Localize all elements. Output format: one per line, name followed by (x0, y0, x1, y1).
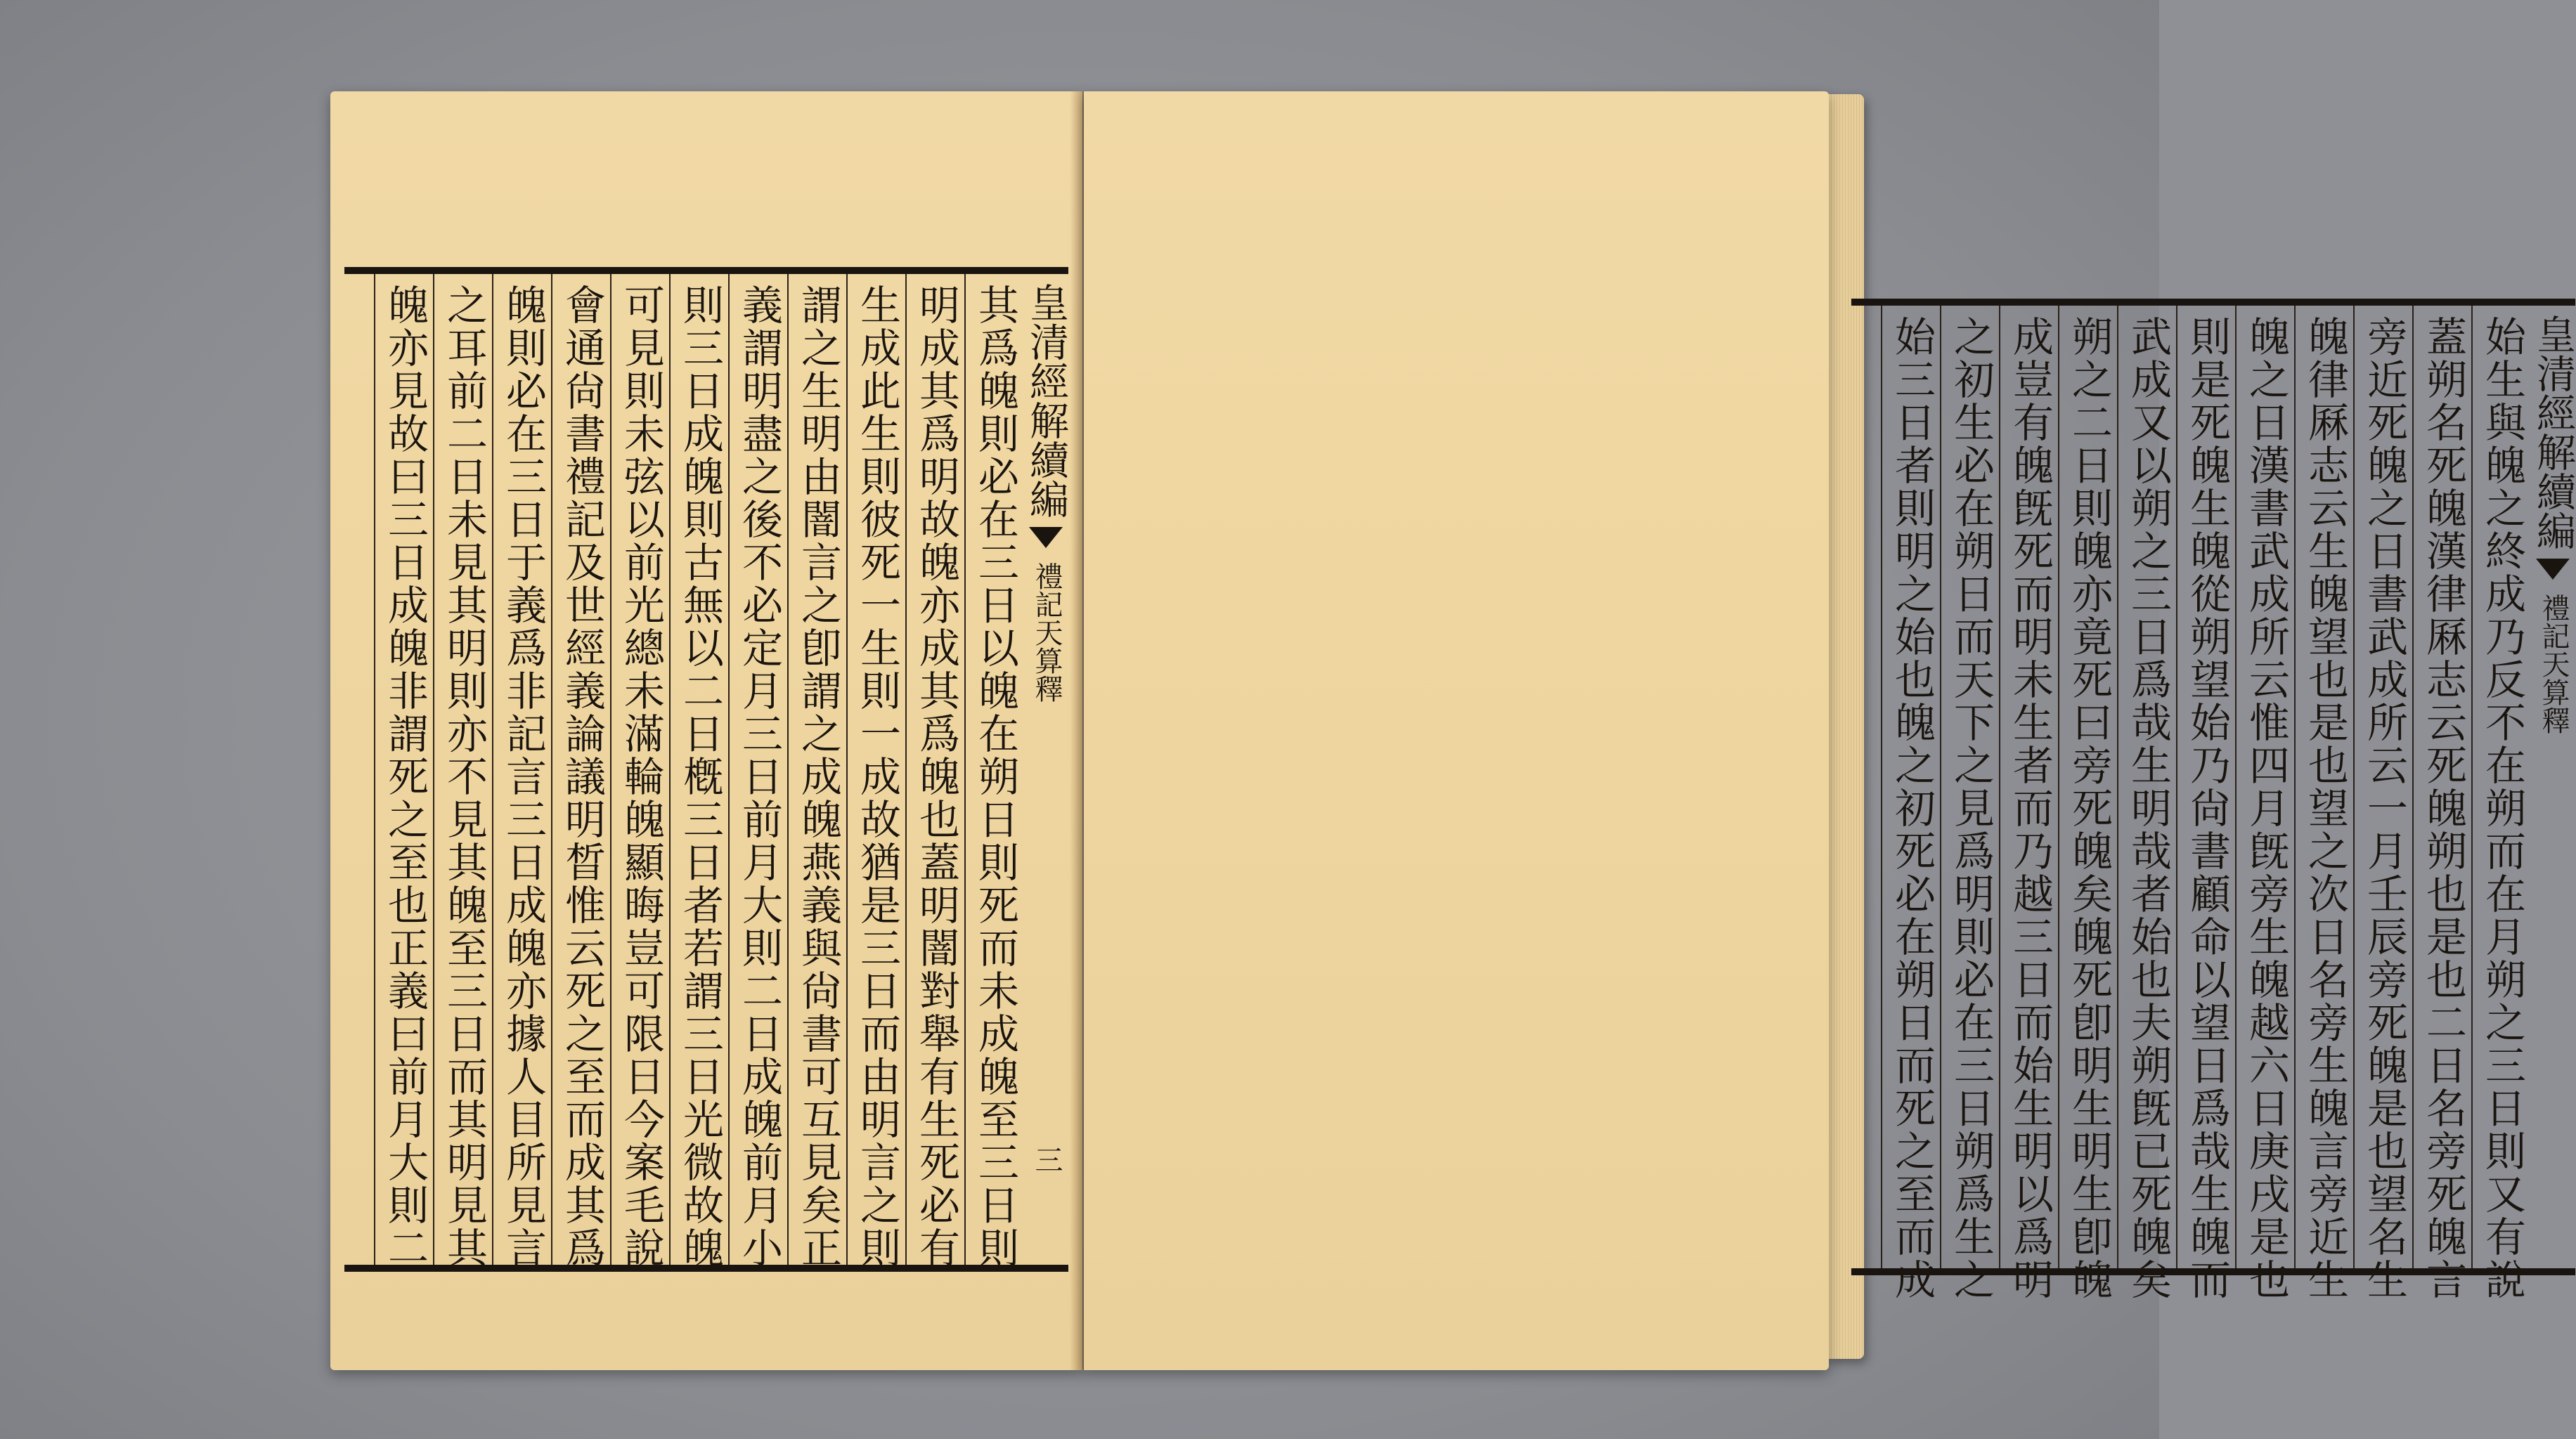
text-column (728, 274, 787, 1270)
column-text: 魄則必在三日于義爲非記言三日成魄亦據人目所見言 (499, 284, 547, 1270)
open-book (330, 84, 2576, 1384)
right-print-frame (1851, 299, 2576, 1301)
left-banxin-section: 禮記天算釋 (1030, 562, 1063, 703)
column-text: 明成其爲明故魄亦成其爲魄也蓋明闇對舉有生死必有 (912, 284, 960, 1270)
right-banxin (2530, 306, 2575, 1268)
text-column (1999, 306, 2058, 1301)
left-print-frame (344, 267, 1068, 1272)
column-text: 朔之二日則魄亦竟死曰旁死魄矣魄死卽明生明生卽魄 (2065, 315, 2113, 1301)
text-column (2117, 306, 2176, 1301)
left-banxin (1023, 274, 1068, 1265)
column-text: 之初生必在朔日而天下之見爲明則必在三日朔爲生之 (1947, 315, 1995, 1301)
text-column (2176, 306, 2235, 1301)
column-text: 可見則未弦以前光總未滿輪魄顯晦豈可限日今案毛說 (617, 284, 665, 1270)
column-text: 則三日成魄則古無以二日槪三日者若謂三日光微故魄 (676, 284, 724, 1270)
text-column (2353, 306, 2412, 1301)
text-column (846, 274, 905, 1270)
column-text: 始三日者則明之始也魄之初死必在朔日而死之至而成 (1888, 315, 1936, 1301)
column-text: 旁近死魄之日書武成所云一月壬辰旁死魄是也望名生 (2360, 315, 2408, 1301)
column-text: 魄亦見故曰三日成魄非謂死之至也正義曰前月大則二 (381, 284, 429, 1270)
text-column (787, 274, 846, 1270)
left-banxin-title: 皇清經解續編 (1023, 282, 1069, 519)
column-text: 始生與魄之終成乃反不在朔而在月朔之三日則又有說 (2478, 315, 2526, 1301)
text-column (964, 274, 1023, 1270)
left-page-number: 三 (1030, 1145, 1063, 1173)
column-text: 蓋朔名死魄漢律厤志云死魄朔也是也二日名旁死魄言 (2419, 315, 2467, 1301)
text-column (2235, 306, 2294, 1301)
text-column (1881, 306, 1940, 1301)
text-column (905, 274, 964, 1270)
column-text: 則是死魄生魄從朔望始乃尙書顧命以望日爲哉生魄而 (2183, 315, 2231, 1301)
column-text: 謂之生明由闇言之卽謂之成魄燕義與尙書可互見矣正 (794, 284, 842, 1270)
left-page (330, 91, 1082, 1370)
text-column (669, 274, 728, 1270)
column-text: 魄律厤志云生魄望也是也望之次日名旁生魄言旁近生 (2301, 315, 2349, 1301)
column-text: 成豈有魄旣死而明未生者而乃越三日而始生明以爲明 (2006, 315, 2054, 1301)
column-text: 之耳前二日未見其明則亦不見其魄至三日而其明見其 (440, 284, 488, 1270)
column-text: 武成又以朔之三日爲哉生明哉者始也夫朔旣已死魄矣 (2124, 315, 2172, 1301)
text-column (2471, 306, 2530, 1301)
text-column (374, 274, 433, 1270)
text-column (2058, 306, 2117, 1301)
text-column (433, 274, 492, 1270)
fishtail-mark-icon (2536, 559, 2570, 580)
text-column (2294, 306, 2353, 1301)
text-column (1940, 306, 1999, 1301)
fishtail-mark-icon (1029, 527, 1063, 548)
text-column (551, 274, 610, 1270)
column-text: 生成此生則彼死一生則一成故猶是三日而由明言之則 (853, 284, 901, 1270)
column-text: 魄之日漢書武成所云惟四月旣旁生魄越六日庚戌是也 (2242, 315, 2290, 1301)
right-page (1084, 91, 2576, 1370)
text-column (492, 274, 551, 1270)
right-banxin-title: 皇清經解續編 (2530, 314, 2576, 550)
text-column (2412, 306, 2471, 1301)
column-text: 義謂明盡之後不必定月三日前月大則二日成魄前月小 (735, 284, 783, 1270)
right-banxin-section: 禮記天算釋 (2537, 594, 2570, 734)
text-column (610, 274, 669, 1270)
column-text: 其爲魄則必在三日以魄在朔日則死而未成魄至三日則 (971, 284, 1019, 1270)
column-text: 會通尙書禮記及世經義論議明晳惟云死之至而成其爲 (558, 284, 606, 1270)
